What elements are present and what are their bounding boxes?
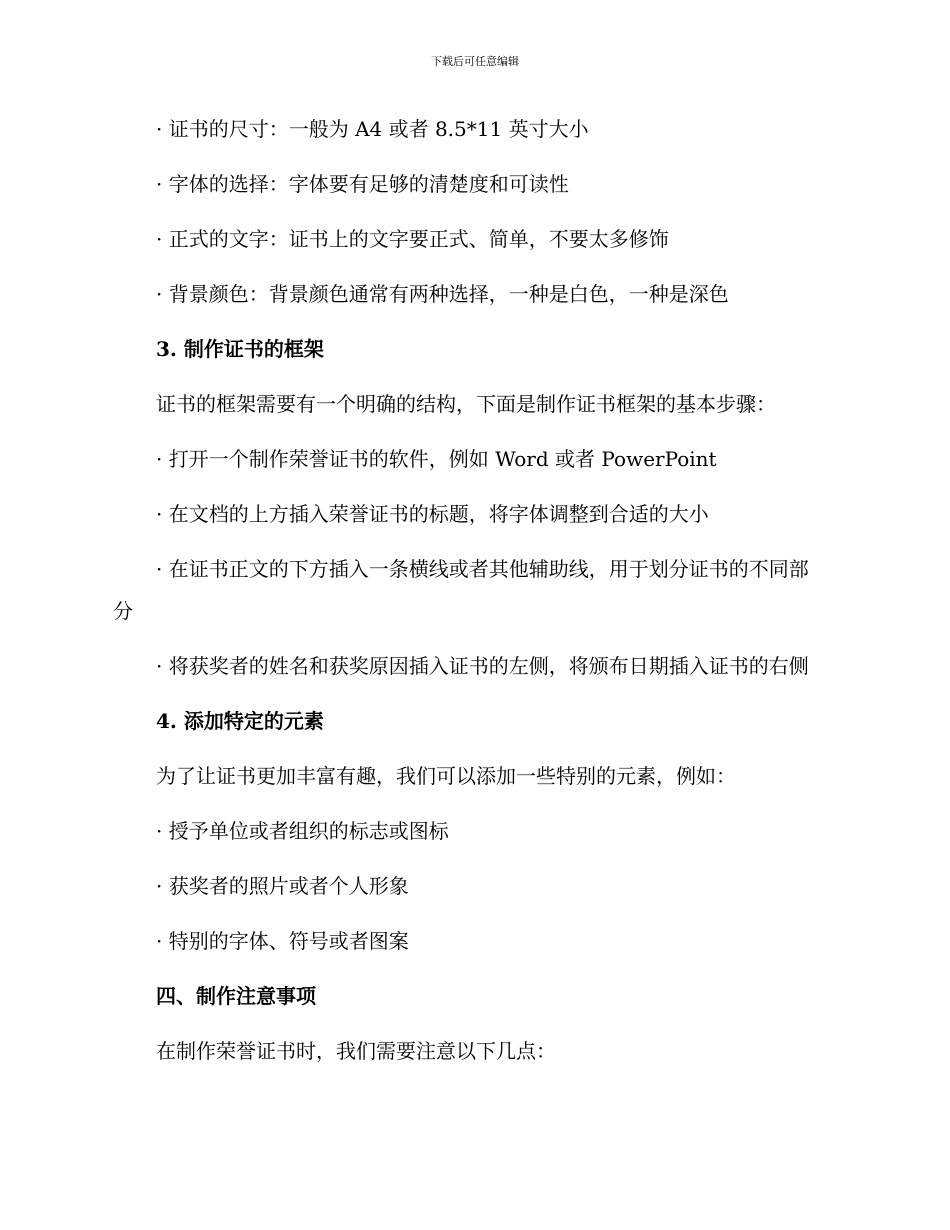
bullet-item-photo: · 获奖者的照片或者个人形象 (156, 874, 409, 898)
bullet-item-insert-name-date: · 将获奖者的姓名和获奖原因插入证书的左侧，将颁布日期插入证书的右侧 (156, 654, 809, 678)
paragraph-framework-intro: 证书的框架需要有一个明确的结构，下面是制作证书框架的基本步骤： (156, 392, 776, 416)
bullet-item-font-choice: · 字体的选择：字体要有足够的清楚度和可读性 (156, 172, 569, 196)
document-body (113, 108, 825, 1085)
bullet-item-formal-text: · 正式的文字：证书上的文字要正式、简单，不要太多修饰 (156, 227, 669, 251)
bullet-item-open-software: · 打开一个制作荣誉证书的软件，例如 Word 或者 PowerPoint (156, 447, 717, 471)
page-header: 下载后可任意编辑 (431, 55, 519, 68)
bullet-item-certificate-size: · 证书的尺寸：一般为 A4 或者 8.5*11 英寸大小 (156, 117, 589, 141)
section-heading-notes: 四、制作注意事项 (156, 984, 316, 1008)
section-heading-elements: 4. 添加特定的元素 (156, 709, 324, 733)
section-heading-framework: 3. 制作证书的框架 (156, 337, 324, 361)
paragraph-notes-intro: 在制作荣誉证书时，我们需要注意以下几点： (156, 1039, 556, 1063)
bullet-item-special-font: · 特别的字体、符号或者图案 (156, 929, 409, 953)
bullet-item-insert-title: · 在文档的上方插入荣誉证书的标题，将字体调整到合适的大小 (156, 502, 709, 526)
bullet-item-logo: · 授予单位或者组织的标志或图标 (156, 819, 449, 843)
bullet-item-background-color: · 背景颜色：背景颜色通常有两种选择，一种是白色，一种是深色 (156, 282, 729, 306)
paragraph-elements-intro: 为了让证书更加丰富有趣，我们可以添加一些特别的元素，例如： (156, 764, 736, 788)
bullet-item-insert-line: · 在证书正文的下方插入一条横线或者其他辅助线，用于划分证书的不同部分 (113, 557, 809, 623)
